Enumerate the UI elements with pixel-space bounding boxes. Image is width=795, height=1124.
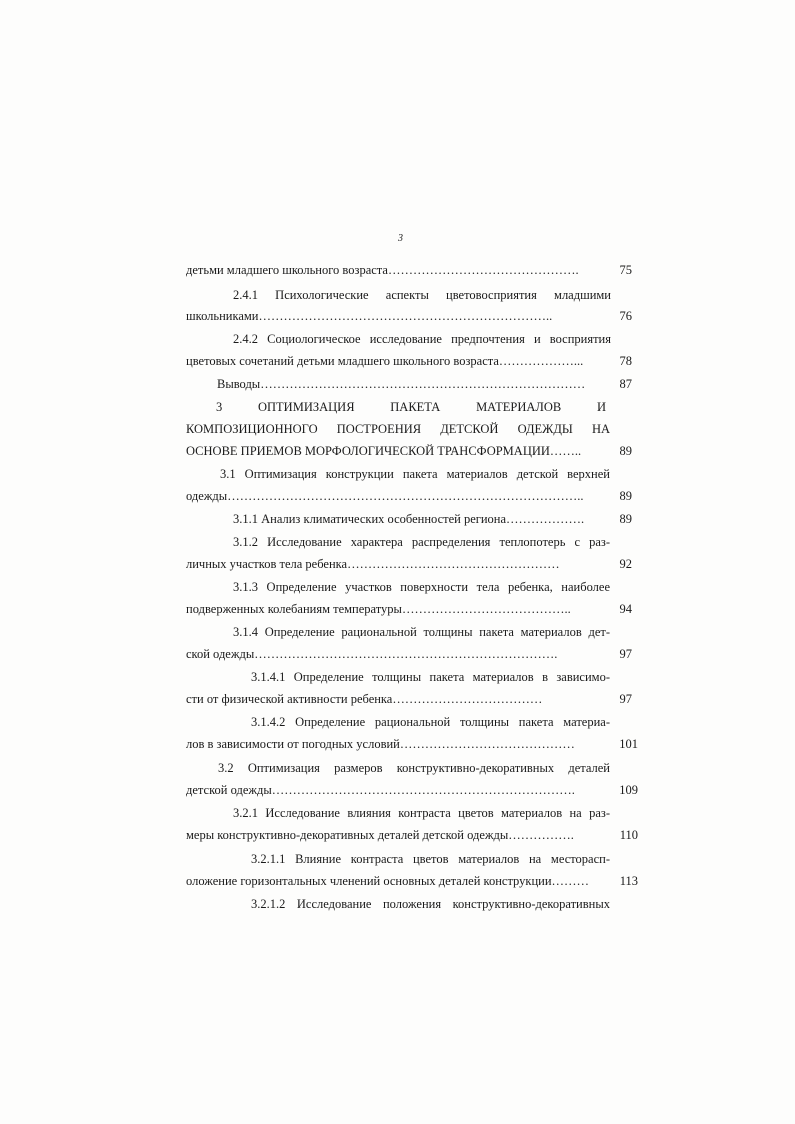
toc-line: цветовых сочетаний детьми младшего школьного возраста………………... (186, 354, 584, 368)
toc-page: 109 (619, 783, 638, 797)
toc-line: оложение горизонтальных членений основных деталей конструкции……… (186, 874, 590, 888)
toc-line: одежды………………………………………………………………………….. (186, 489, 584, 503)
toc-line: 3.1.4 Определение рациональной толщины пакета материалов дет- (233, 625, 610, 639)
toc-line: детьми младшего школьного возраста………………………………………. (186, 263, 579, 277)
toc-page: 76 (619, 309, 632, 323)
toc-line: 3.2.1.1 Влияние контраста цветов материалов на месторасп- (251, 852, 610, 866)
toc-page: 78 (619, 354, 632, 368)
toc-page: 75 (619, 263, 632, 277)
toc-line: 3.1.4.1 Определение толщины пакета материалов в зависимо- (251, 670, 610, 684)
toc-line: подверженных колебаниям температуры………………………………….. (186, 602, 571, 616)
toc-line: 3.1.2 Исследование характера распределения теплопотерь с раз- (233, 535, 610, 549)
toc-line: 3.1.1 Анализ климатических особенностей региона………………. (233, 512, 585, 526)
toc-page: 89 (619, 512, 632, 526)
toc-page: 97 (619, 647, 632, 661)
toc-line: 3.1.3 Определение участков поверхности тела ребенка, наиболее (233, 580, 610, 594)
toc-page: 87 (619, 377, 632, 391)
toc-line: детской одежды………………………………………………………………. (186, 783, 575, 797)
toc-line: лов в зависимости от погодных условий…………………………………… (186, 737, 575, 751)
toc-line: 3.1 Оптимизация конструкции пакета материалов детской верхней (220, 467, 610, 481)
toc-page: 110 (619, 828, 638, 842)
toc-heading: 3 ОПТИМИЗАЦИЯ ПАКЕТА МАТЕРИАЛОВ И (216, 400, 606, 414)
toc-line: 3.2.1 Исследование влияния контраста цветов материалов на раз- (233, 806, 610, 820)
toc-heading: КОМПОЗИЦИОННОГО ПОСТРОЕНИЯ ДЕТСКОЙ ОДЕЖДЫ НА (186, 422, 610, 436)
toc-page: 97 (619, 692, 632, 706)
toc-line: 3.2.1.2 Исследование положения конструктивно-декоративных (251, 897, 610, 911)
toc-page: 101 (619, 737, 638, 751)
toc-line: ской одежды………………………………………………………………. (186, 647, 558, 661)
toc-line: 2.4.2 Социологическое исследование предпочтения и восприятия (233, 332, 611, 346)
toc-page: 94 (619, 602, 632, 616)
toc-page: 113 (619, 874, 638, 888)
toc-line: личных участков тела ребенка…………………………………………… (186, 557, 560, 571)
toc-page: 89 (619, 444, 632, 458)
toc-line: Выводы…………………………………………………………………… (217, 377, 586, 391)
toc-page: 92 (619, 557, 632, 571)
toc-page: 89 (619, 489, 632, 503)
toc-line: сти от физической активности ребенка……………………………… (186, 692, 543, 706)
toc-line: 2.4.1 Психологические аспекты цветовосприятия младшими (233, 288, 611, 302)
toc-line: 3.1.4.2 Определение рациональной толщины пакета материа- (251, 715, 610, 729)
toc-line: школьниками…………………………………………………………….. (186, 309, 553, 323)
toc-heading: ОСНОВЕ ПРИЕМОВ МОРФОЛОГИЧЕСКОЙ ТРАНСФОРМАЦИИ…….. (186, 444, 582, 458)
toc-line: 3.2 Оптимизация размеров конструктивно-декоративных деталей (218, 761, 610, 775)
toc-line: меры конструктивно-декоративных деталей детской одежды……………. (186, 828, 574, 842)
page-number: 3 (398, 233, 403, 244)
